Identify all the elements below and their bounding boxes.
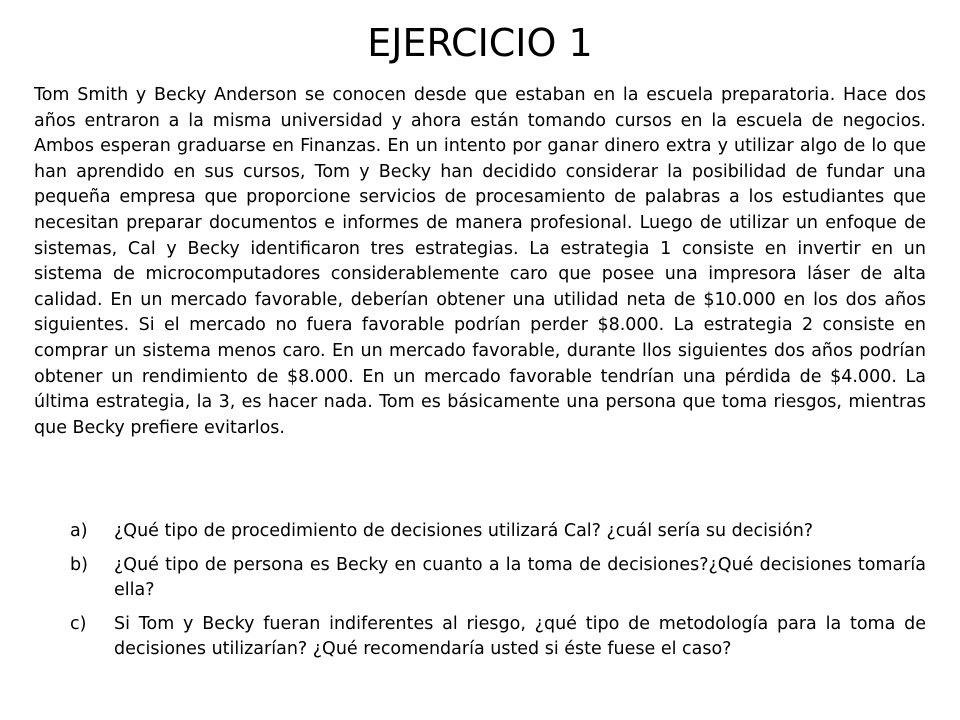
question-text: ¿Qué tipo de persona es Becky en cuanto a la toma de decisiones?¿Qué decisiones tomaría ella? <box>114 554 926 601</box>
question-item-c <box>34 612 926 663</box>
question-text: ¿Qué tipo de procedimiento de decisiones utilizará Cal? ¿cuál sería su decisión? <box>114 521 814 541</box>
question-item-b <box>34 553 926 604</box>
problem-statement: Tom Smith y Becky Anderson se conocen desde que estaban en la escuela preparatoria. Hace dos años entraron a la misma universidad y ahora están tomando cursos en la escuela de negocios. Ambos esperan graduarse en Finanzas. En un intento por ganar dinero extra y utilizar algo de lo que han aprendido en sus cursos, Tom y Becky han decidido considerar la posibilidad de fundar una pequeña empresa que proporcione servicios de procesamiento de palabras a los estudiantes que necesitan preparar documentos e informes de manera profesional. Luego de utilizar un enfoque de sistemas, Cal y Becky identificaron tres estrategias. La estrategia 1 consiste en invertir en un sistema de microcomputadores considerablemente caro que posee una impresora láser de alta calidad. En un mercado favorable, deberían obtener una utilidad neta de $10.000 en los dos años siguientes. Si el mercado no fuera favorable podrían perder $8.000. La estrategia 2 consiste en comprar un sistema menos caro. En un mercado favorable, durante llos siguientes dos años podrían obtener un rendimiento de $8.000. En un mercado favorable tendrían una pérdida de $4.000. La última estrategia, la 3, es hacer nada. Tom es básicamente una persona que toma riesgos, mientras que Becky prefiere evitarlos. <box>34 85 926 438</box>
question-item-a <box>34 519 926 545</box>
question-marker: b) <box>70 554 88 575</box>
question-marker: a) <box>70 521 88 541</box>
question-marker: c) <box>70 613 87 634</box>
question-text: Si Tom y Becky fueran indiferentes al riesgo, ¿qué tipo de metodología para la toma de decisiones utilizarían? ¿Qué recomendaría usted si éste fuese el caso? <box>114 613 926 660</box>
question-list <box>34 519 926 671</box>
slide-title: EJERCICIO 1 <box>367 21 593 65</box>
